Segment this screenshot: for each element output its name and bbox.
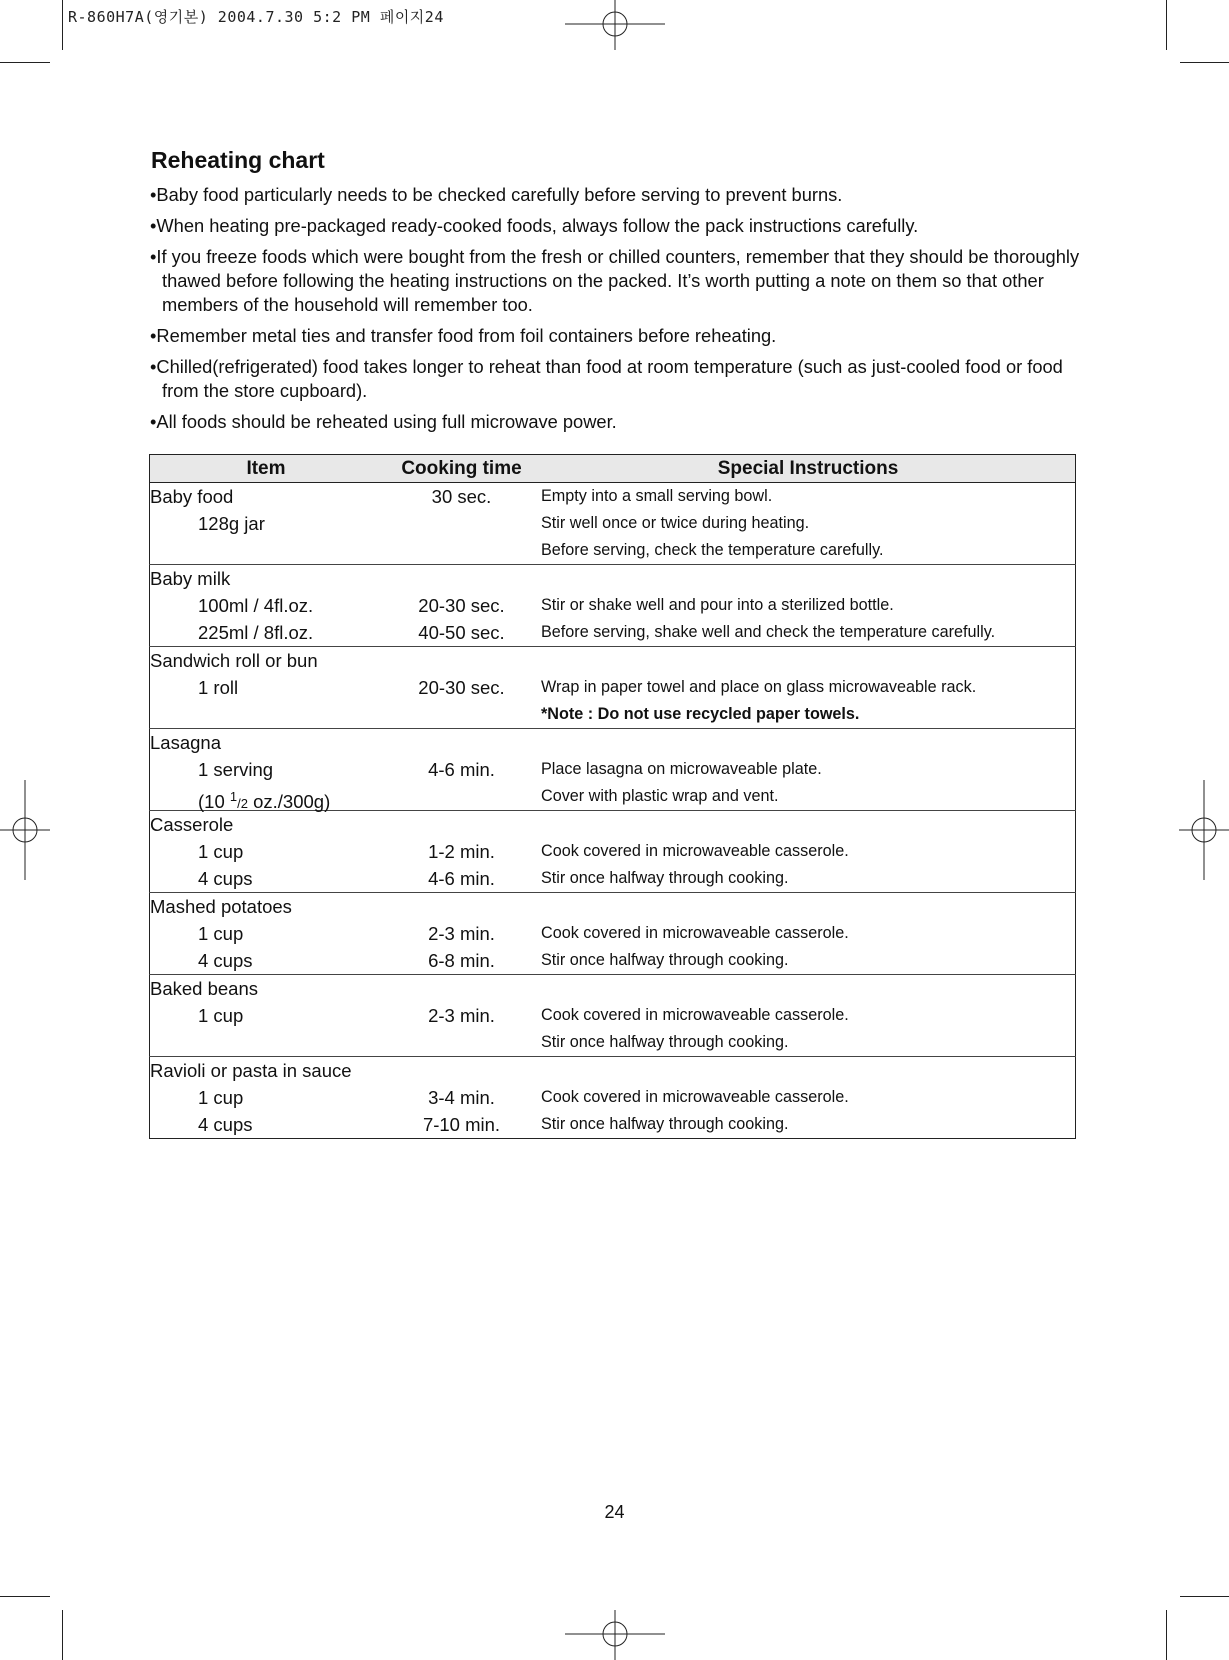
instruction: Cook covered in microwaveable casserole. — [541, 1088, 849, 1106]
cooking-time: 4-6 min. — [428, 759, 495, 780]
item-name: Baby food — [150, 486, 234, 507]
table-row — [150, 729, 1076, 811]
fraction-denominator: /2 — [237, 796, 248, 812]
item-name: Baby milk — [150, 568, 231, 589]
print-header: R-860H7A(영기본) 2004.7.30 5:2 PM 페이지24 — [68, 8, 444, 26]
item-name: Casserole — [150, 814, 234, 835]
page-number: 24 — [604, 1502, 625, 1522]
item-portion — [150, 783, 382, 813]
instruction: Cover with plastic wrap and vent. — [541, 787, 779, 805]
item-portion: 100ml / 4fl.oz. — [198, 595, 314, 616]
item-portion: 225ml / 8fl.oz. — [198, 622, 314, 643]
table-row — [150, 483, 1076, 565]
cooking-time: 20-30 sec. — [418, 595, 505, 616]
instruction: Before serving, check the temperature carefully. — [541, 541, 884, 559]
fraction-numerator: 1 — [229, 789, 238, 804]
instruction: Stir well once or twice during heating. — [541, 514, 810, 532]
table-row — [150, 975, 1076, 1057]
instruction: Stir or shake well and pour into a sterilized bottle. — [541, 596, 894, 614]
cooking-time: 7-10 min. — [422, 1114, 501, 1135]
instruction: Cook covered in microwaveable casserole. — [541, 842, 849, 860]
instruction: Stir once halfway through cooking. — [541, 869, 789, 887]
cooking-time: 30 sec. — [431, 486, 492, 507]
bullet-item: • Chilled(refrigerated) food takes longer to reheat than food at room temperature (such as just-cooled food or food from the store cupboard). — [150, 355, 1090, 403]
cooking-time: 2-3 min. — [428, 923, 495, 944]
cooking-time: 2-3 min. — [428, 1005, 495, 1026]
page-title: Reheating chart — [151, 147, 325, 173]
item-name: Ravioli or pasta in sauce — [150, 1060, 352, 1081]
item-portion: 4 cups — [198, 868, 253, 889]
header-cooking-time: Cooking time — [382, 455, 541, 483]
item-portion: 4 cups — [198, 1114, 253, 1135]
instruction: Empty into a small serving bowl. — [541, 487, 773, 505]
item-name: Mashed potatoes — [150, 896, 292, 917]
portion-text: oz./300g) — [247, 791, 331, 813]
item-portion: 1 cup — [198, 923, 244, 944]
instruction: Cook covered in microwaveable casserole. — [541, 1006, 849, 1024]
registration-mark-left — [0, 780, 50, 880]
crop-mark — [0, 1596, 50, 1597]
bullet-item: • If you freeze foods which were bought from the fresh or chilled counters, remember that they should be thoroughly thawed before following the heating instructions on the packed. It’s worth putting a note on them so that other members of the household will remember too. — [150, 245, 1090, 317]
item-portion: 1 roll — [198, 677, 239, 698]
crop-mark — [62, 0, 63, 50]
table-row — [150, 893, 1076, 975]
crop-mark — [1180, 62, 1229, 63]
item-portion: 1 cup — [198, 841, 244, 862]
crop-mark — [0, 62, 50, 63]
item-portion: 4 cups — [198, 950, 253, 971]
crop-mark — [1166, 0, 1167, 50]
item-portion: 1 serving — [198, 759, 274, 780]
instruction: Place lasagna on microwaveable plate. — [541, 760, 822, 778]
table-header-row — [150, 455, 1076, 483]
registration-mark-top — [565, 0, 665, 50]
cooking-time: 20-30 sec. — [418, 677, 505, 698]
instruction: Stir once halfway through cooking. — [541, 951, 789, 969]
cooking-time: 6-8 min. — [428, 950, 495, 971]
instruction: Before serving, shake well and check the temperature carefully. — [541, 623, 996, 641]
crop-mark — [62, 1610, 63, 1660]
cooking-time: 40-50 sec. — [418, 622, 505, 643]
item-name: Lasagna — [150, 732, 221, 753]
table-row — [150, 811, 1076, 893]
instruction: Stir once halfway through cooking. — [541, 1033, 789, 1051]
instruction: Wrap in paper towel and place on glass microwaveable rack. — [541, 678, 977, 696]
table-row — [150, 565, 1076, 647]
registration-mark-right — [1179, 780, 1229, 880]
item-name: Sandwich roll or bun — [150, 650, 318, 671]
table-row — [150, 1057, 1076, 1139]
bullet-item: • Remember metal ties and transfer food from foil containers before reheating. — [150, 324, 1090, 348]
item-portion: 1 cup — [198, 1005, 244, 1026]
warning-note: *Note : Do not use recycled paper towels. — [541, 705, 860, 723]
bullet-item: • All foods should be reheated using full microwave power. — [150, 410, 1090, 434]
bullet-item: • Baby food particularly needs to be checked carefully before serving to prevent burns. — [150, 183, 1090, 207]
header-item: Item — [150, 455, 383, 483]
cooking-time: 3-4 min. — [428, 1087, 495, 1108]
instruction: Stir once halfway through cooking. — [541, 1115, 789, 1133]
item-name: Baked beans — [150, 978, 259, 999]
bullet-list — [150, 183, 1090, 441]
bullet-item: • When heating pre-packaged ready-cooked foods, always follow the pack instructions carefully. — [150, 214, 1090, 238]
item-portion: 1 cup — [198, 1087, 244, 1108]
instruction: Cook covered in microwaveable casserole. — [541, 924, 849, 942]
item-portion: 128g jar — [198, 513, 265, 534]
reheating-table — [149, 454, 1076, 1139]
cooking-time: 1-2 min. — [428, 841, 495, 862]
table-row — [150, 647, 1076, 729]
header-special-instructions: Special Instructions — [541, 455, 1076, 483]
cooking-time: 4-6 min. — [428, 868, 495, 889]
registration-mark-bottom — [565, 1610, 665, 1660]
crop-mark — [1166, 1610, 1167, 1660]
portion-text: (10 — [198, 791, 230, 813]
crop-mark — [1180, 1596, 1229, 1597]
